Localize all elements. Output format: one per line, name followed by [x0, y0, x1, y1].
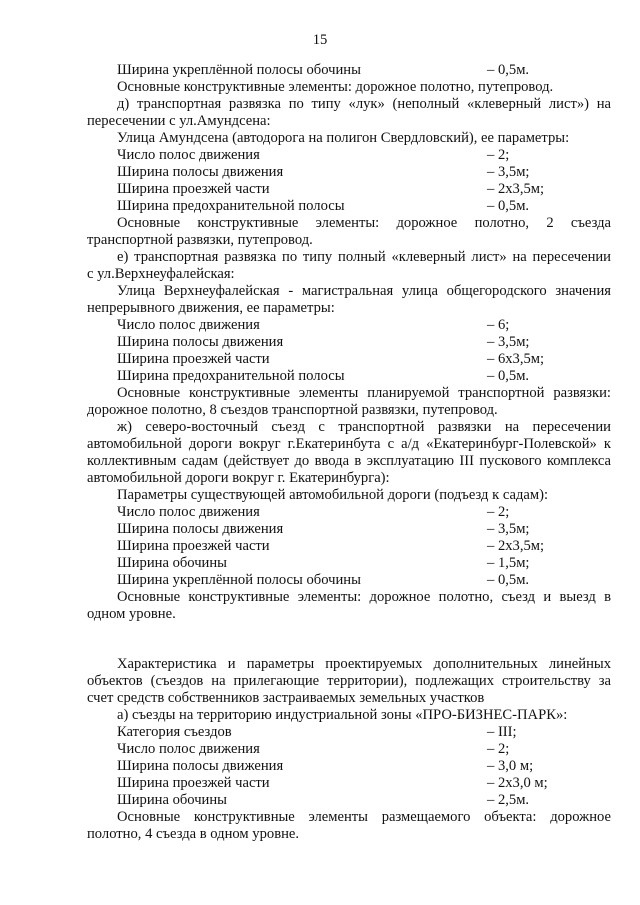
parameter-label: Ширина полосы движения — [117, 521, 284, 537]
parameter-row — [87, 351, 611, 368]
parameter-value: – 0,5м. — [487, 368, 530, 384]
parameter-value: – III; — [487, 724, 517, 740]
text-line: счет средств собственников застраиваемых земельных участков — [87, 690, 485, 706]
text-line: коллективным садам (действует до ввода в эксплуатацию III пускового комплекса — [87, 453, 611, 469]
parameter-row — [87, 334, 611, 351]
parameter-row — [87, 792, 611, 809]
text-line: Характеристика и параметры проектируемых дополнительных линейных — [117, 656, 611, 672]
parameter-label: Ширина проезжей части — [117, 351, 270, 367]
parameter-label: Ширина обочины — [117, 555, 227, 571]
text-line: Основные конструктивные элементы: дорожное полотно, путепровод. — [117, 79, 554, 95]
parameter-value: – 3,5м; — [487, 334, 530, 350]
text-line: Основные конструктивные элементы: дорожное полотно, 2 съезда — [117, 215, 611, 231]
page-number: 15 — [312, 32, 328, 48]
parameter-label: Число полос движения — [117, 317, 260, 333]
parameter-label: Число полос движения — [117, 741, 260, 757]
parameter-value: – 3,5м; — [487, 521, 530, 537]
parameter-value: – 2х3,5м; — [487, 181, 545, 197]
parameter-row — [87, 775, 611, 792]
parameter-value: – 2х3,0 м; — [487, 775, 548, 791]
text-line: объектов (съездов на прилегающие территории), подлежащих строительству за — [87, 673, 611, 689]
parameter-value: – 3,0 м; — [487, 758, 534, 774]
parameter-value: – 2; — [487, 147, 510, 163]
text-line: Основные конструктивные элементы: дорожное полотно, съезд и выезд в — [117, 589, 611, 605]
parameter-row — [87, 317, 611, 334]
parameter-label: Ширина предохранительной полосы — [117, 368, 345, 384]
parameter-label: Ширина полосы движения — [117, 334, 284, 350]
parameter-row — [87, 368, 611, 385]
parameter-label: Ширина проезжей части — [117, 181, 270, 197]
text-line: непрерывного движения, ее параметры: — [87, 300, 335, 316]
parameter-label: Ширина обочины — [117, 792, 227, 808]
text-line: транспортной развязки, путепровод. — [87, 232, 313, 248]
parameter-label: Число полос движения — [117, 504, 260, 520]
parameter-label: Категория съездов — [117, 724, 232, 740]
parameter-value: – 3,5м; — [487, 164, 530, 180]
document-body — [87, 62, 611, 843]
text-line: одном уровне. — [87, 606, 176, 622]
parameter-row — [87, 724, 611, 741]
text-line: автомобильной дороги вокруг г. Екатеринбурга): — [87, 470, 390, 486]
text-line: дорожное полотно, 8 съездов транспортной развязки, путепровод. — [87, 402, 498, 418]
parameter-row — [87, 198, 611, 215]
parameter-label: Число полос движения — [117, 147, 260, 163]
text-line: д) транспортная развязка по типу «лук» (неполный «клеверный лист») на — [117, 96, 611, 112]
parameter-value: – 0,5м. — [487, 62, 530, 78]
parameter-row — [87, 538, 611, 555]
text-line: е) транспортная развязка по типу полный «клеверный лист» на пересечении — [117, 249, 611, 265]
parameter-row — [87, 147, 611, 164]
text-line: полотно, 4 съезда в одном уровне. — [87, 826, 300, 842]
parameter-row — [87, 164, 611, 181]
text-line: Параметры существующей автомобильной дороги (подъезд к садам): — [117, 487, 548, 503]
parameter-value: – 0,5м. — [487, 198, 530, 214]
parameter-value: – 6; — [487, 317, 510, 333]
parameter-value: – 2,5м. — [487, 792, 530, 808]
parameter-value: – 2; — [487, 504, 510, 520]
parameter-label: Ширина полосы движения — [117, 164, 284, 180]
parameter-row — [87, 572, 611, 589]
parameter-row — [87, 555, 611, 572]
text-line: Основные конструктивные элементы размещаемого объекта: дорожное — [117, 809, 611, 825]
parameter-row — [87, 504, 611, 521]
text-line: с ул.Верхнеуфалейская: — [87, 266, 235, 282]
parameter-row — [87, 758, 611, 775]
text-line: Улица Верхнеуфалейская - магистральная улица общегородского значения — [117, 283, 611, 299]
text-line: а) съезды на территорию индустриальной зоны «ПРО-БИЗНЕС-ПАРК»: — [117, 707, 568, 723]
parameter-value: – 6х3,5м; — [487, 351, 545, 367]
parameter-label: Ширина укреплённой полосы обочины — [117, 572, 361, 588]
parameter-label: Ширина предохранительной полосы — [117, 198, 345, 214]
parameter-label: Ширина укреплённой полосы обочины — [117, 62, 361, 78]
section-gap — [87, 623, 611, 656]
text-line: Улица Амундсена (автодорога на полигон Свердловский), ее параметры: — [117, 130, 570, 146]
parameter-label: Ширина проезжей части — [117, 775, 270, 791]
parameter-label: Ширина полосы движения — [117, 758, 284, 774]
parameter-value: – 2х3,5м; — [487, 538, 545, 554]
parameter-row — [87, 62, 611, 79]
text-line: автомобильной дороги вокруг г.Екатеринбута с а/д «Екатеринбург-Полевской» к — [87, 436, 611, 452]
parameter-value: – 0,5м. — [487, 572, 530, 588]
parameter-value: – 1,5м; — [487, 555, 530, 571]
parameter-row — [87, 521, 611, 538]
text-line: ж) северо-восточный съезд с транспортной развязки на пересечении — [117, 419, 611, 435]
parameter-row — [87, 741, 611, 758]
parameter-label: Ширина проезжей части — [117, 538, 270, 554]
text-line: Основные конструктивные элементы планируемой транспортной развязки: — [117, 385, 611, 401]
parameter-value: – 2; — [487, 741, 510, 757]
parameter-row — [87, 181, 611, 198]
text-line: пересечении с ул.Амундсена: — [87, 113, 271, 129]
